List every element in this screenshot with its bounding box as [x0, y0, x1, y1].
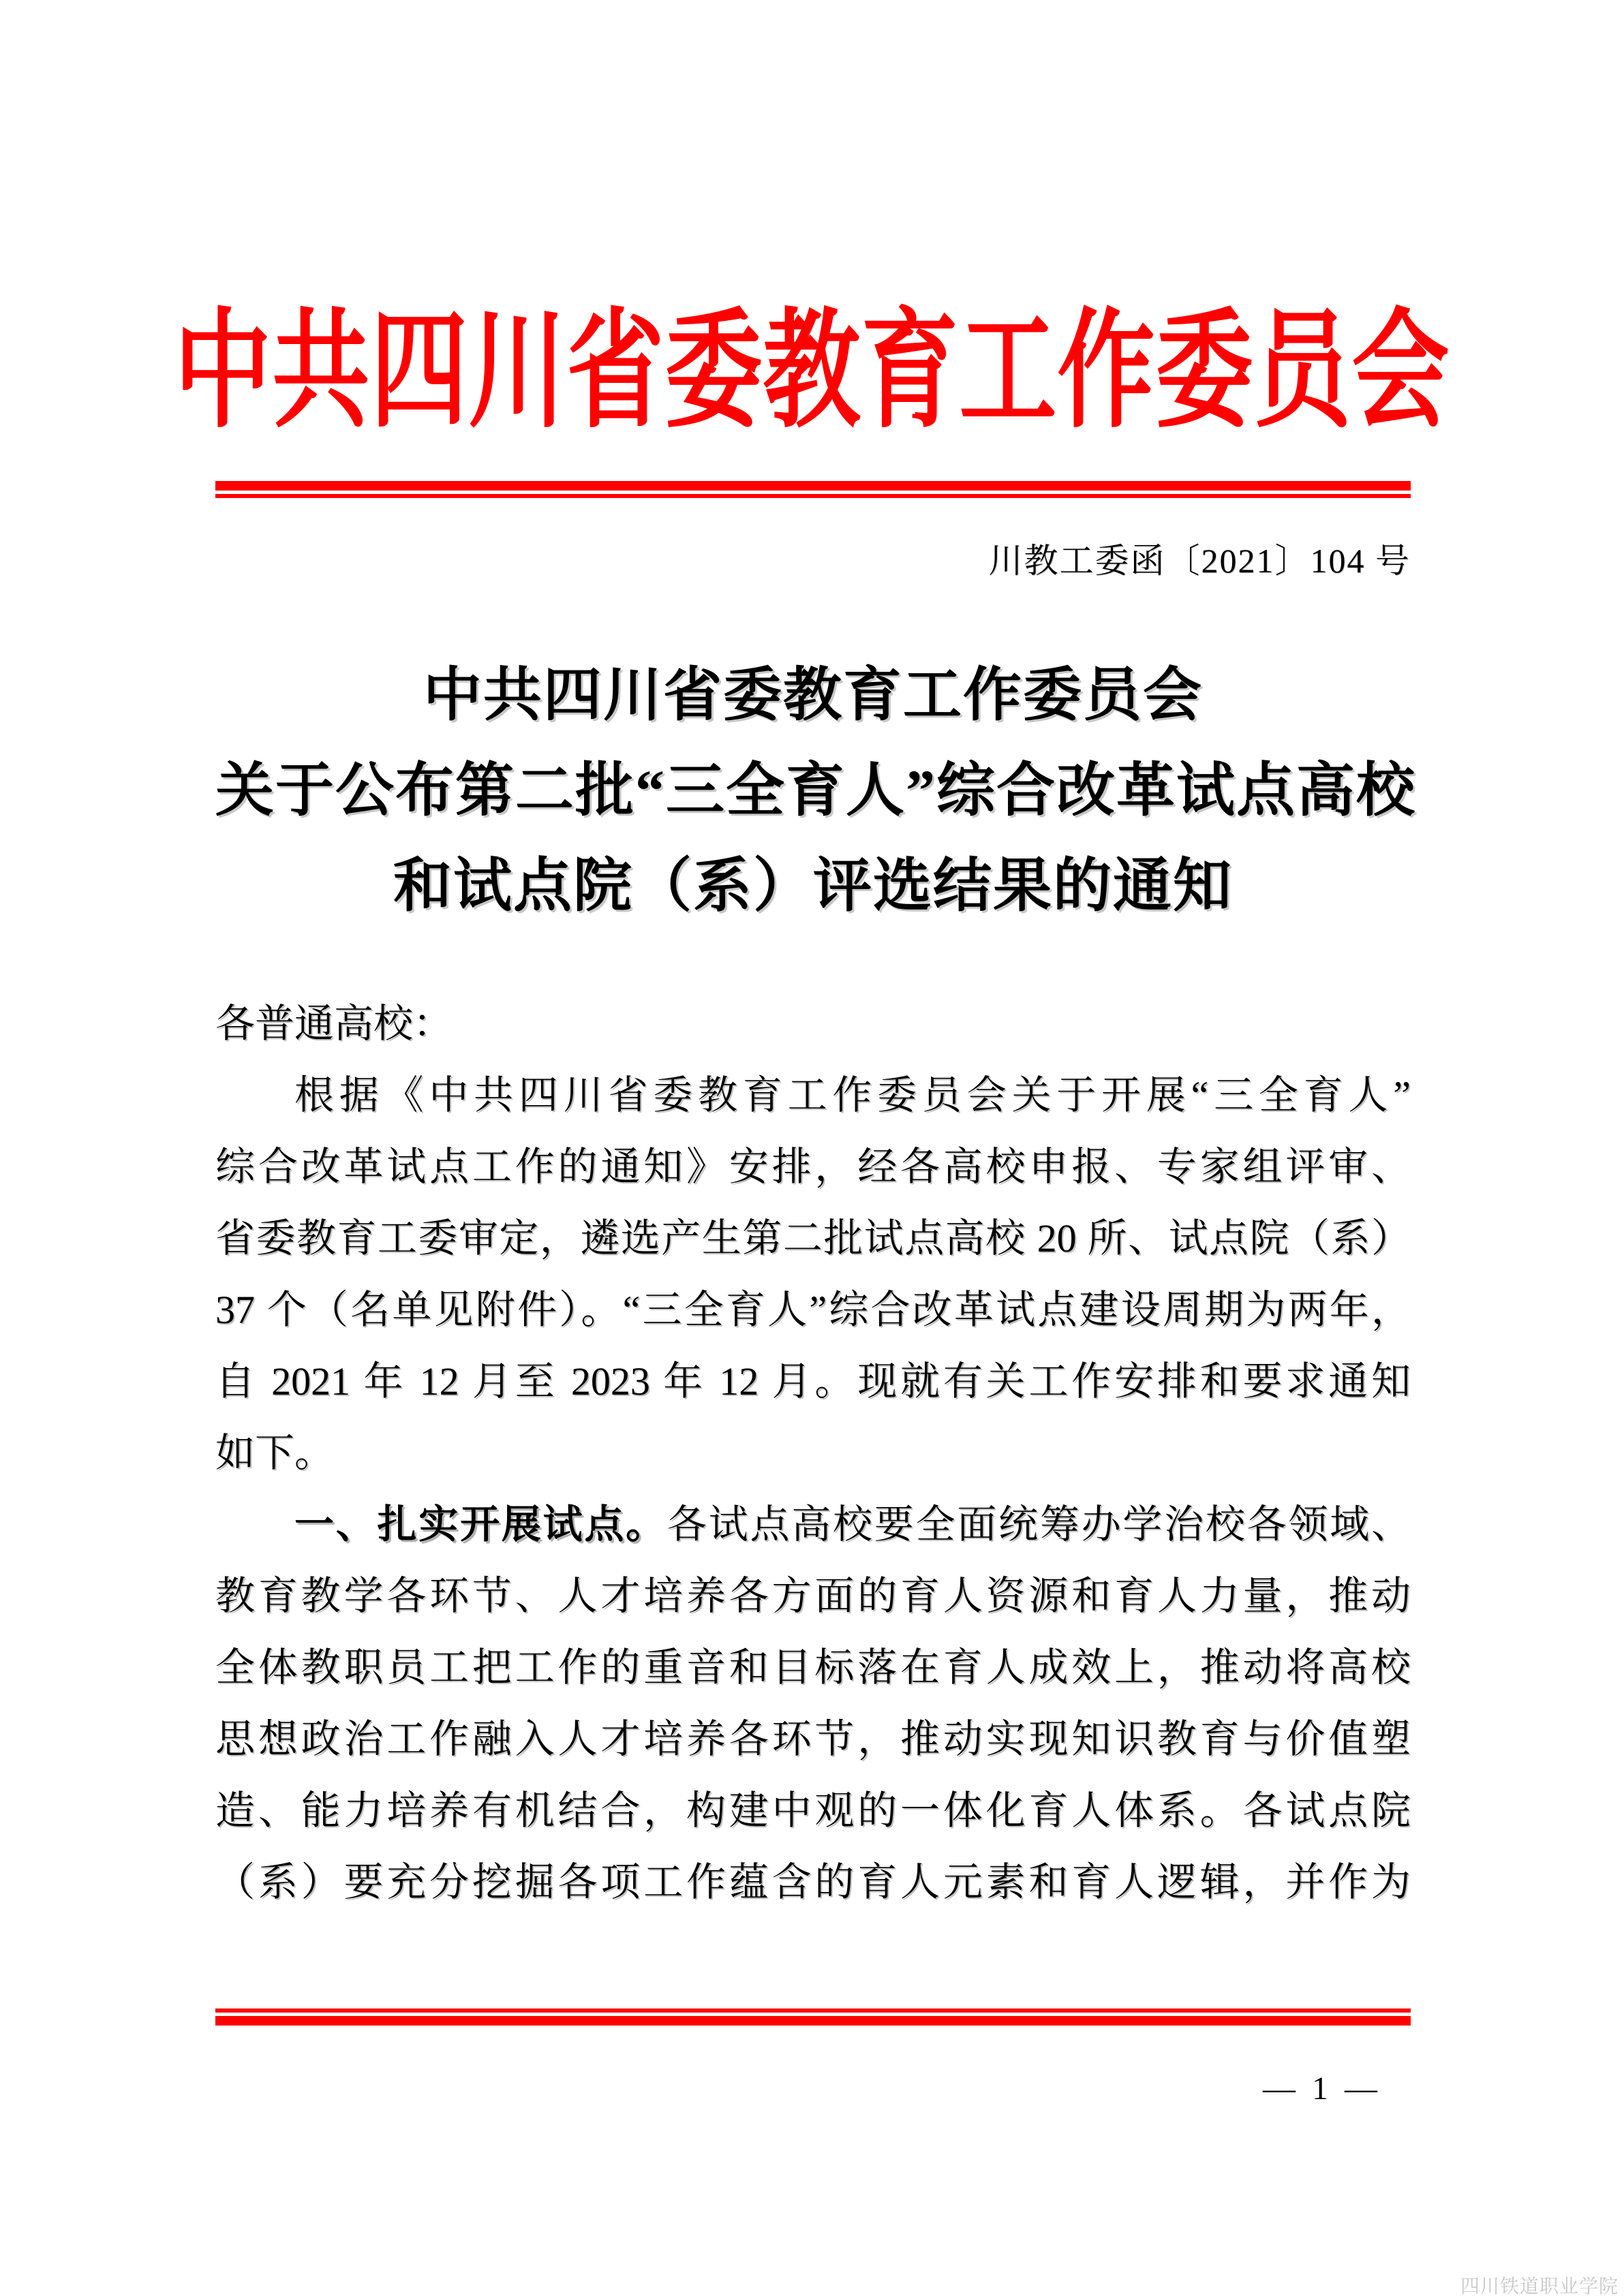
- document-title: [215, 647, 1416, 933]
- watermark-text: 四川铁道职业学院: [1460, 2276, 1619, 2296]
- paragraph-1-line-5: 自 2021 年 12 月至 2023 年 12 月。现就有关工作安排和要求通知: [215, 1359, 1411, 1403]
- letterhead-double-rule: [215, 481, 1411, 498]
- paragraph-2-line-6: （系）要充分挖掘各项工作蕴含的育人元素和育人逻辑，并作为: [215, 1860, 1411, 1904]
- paragraph-1-line-3: 省委教育工委审定，遴选产生第二批试点高校 20 所、试点院（系）: [215, 1216, 1411, 1260]
- document-number: 川教工委函〔2021〕104 号: [988, 542, 1411, 580]
- document-body: [215, 988, 1411, 1918]
- footer-double-rule: [215, 2008, 1411, 2026]
- paragraph-1-line-6: 如下。: [215, 1431, 335, 1475]
- paragraph-1-line-1: 根据《中共四川省委教育工作委员会关于开展“三全育人”: [294, 1073, 1411, 1117]
- page-number: — 1 —: [1263, 2070, 1381, 2107]
- rule-thick-bar: [215, 2016, 1411, 2026]
- paragraph-2-line-5: 造、能力培养有机结合，构建中观的一体化育人体系。各试点院: [215, 1788, 1411, 1833]
- paragraph-1-line-4: 37 个（名单见附件）。“三全育人”综合改革试点建设周期为两年，: [215, 1288, 1411, 1332]
- red-letterhead-title: 中共四川省委教育工作委员会: [174, 300, 1450, 443]
- salutation: 各普通高校：: [215, 1002, 453, 1046]
- document-title-line-2: 关于公布第二批“三全育人”综合改革试点高校: [215, 758, 1416, 823]
- rule-thin-bar: [215, 494, 1411, 498]
- rule-thick-bar: [215, 481, 1411, 491]
- paragraph-2-line-2: 教育教学各环节、人才培养各方面的育人资源和育人力量，推动: [215, 1574, 1411, 1618]
- paragraph-2-bold-lead: 一、扎实开展试点。: [294, 1502, 667, 1547]
- paragraph-2-line-4: 思想政治工作融入人才培养各环节，推动实现知识教育与价值塑: [215, 1717, 1411, 1761]
- paragraph-1-line-2: 综合改革试点工作的通知》安排，经各高校申报、专家组评审、: [215, 1145, 1411, 1189]
- document-title-line-1: 中共四川省委教育工作委员会: [423, 662, 1203, 728]
- paragraph-2-line-3: 全体教职员工把工作的重音和目标落在育人成效上，推动将高校: [215, 1645, 1411, 1690]
- document-title-line-3: 和试点院（系）评选结果的通知: [393, 853, 1233, 918]
- paragraph-2-line-1: [215, 1489, 1411, 1560]
- paragraph-2-line-1-rest: 各试点高校要全面统筹办学治校各领域、: [667, 1502, 1411, 1547]
